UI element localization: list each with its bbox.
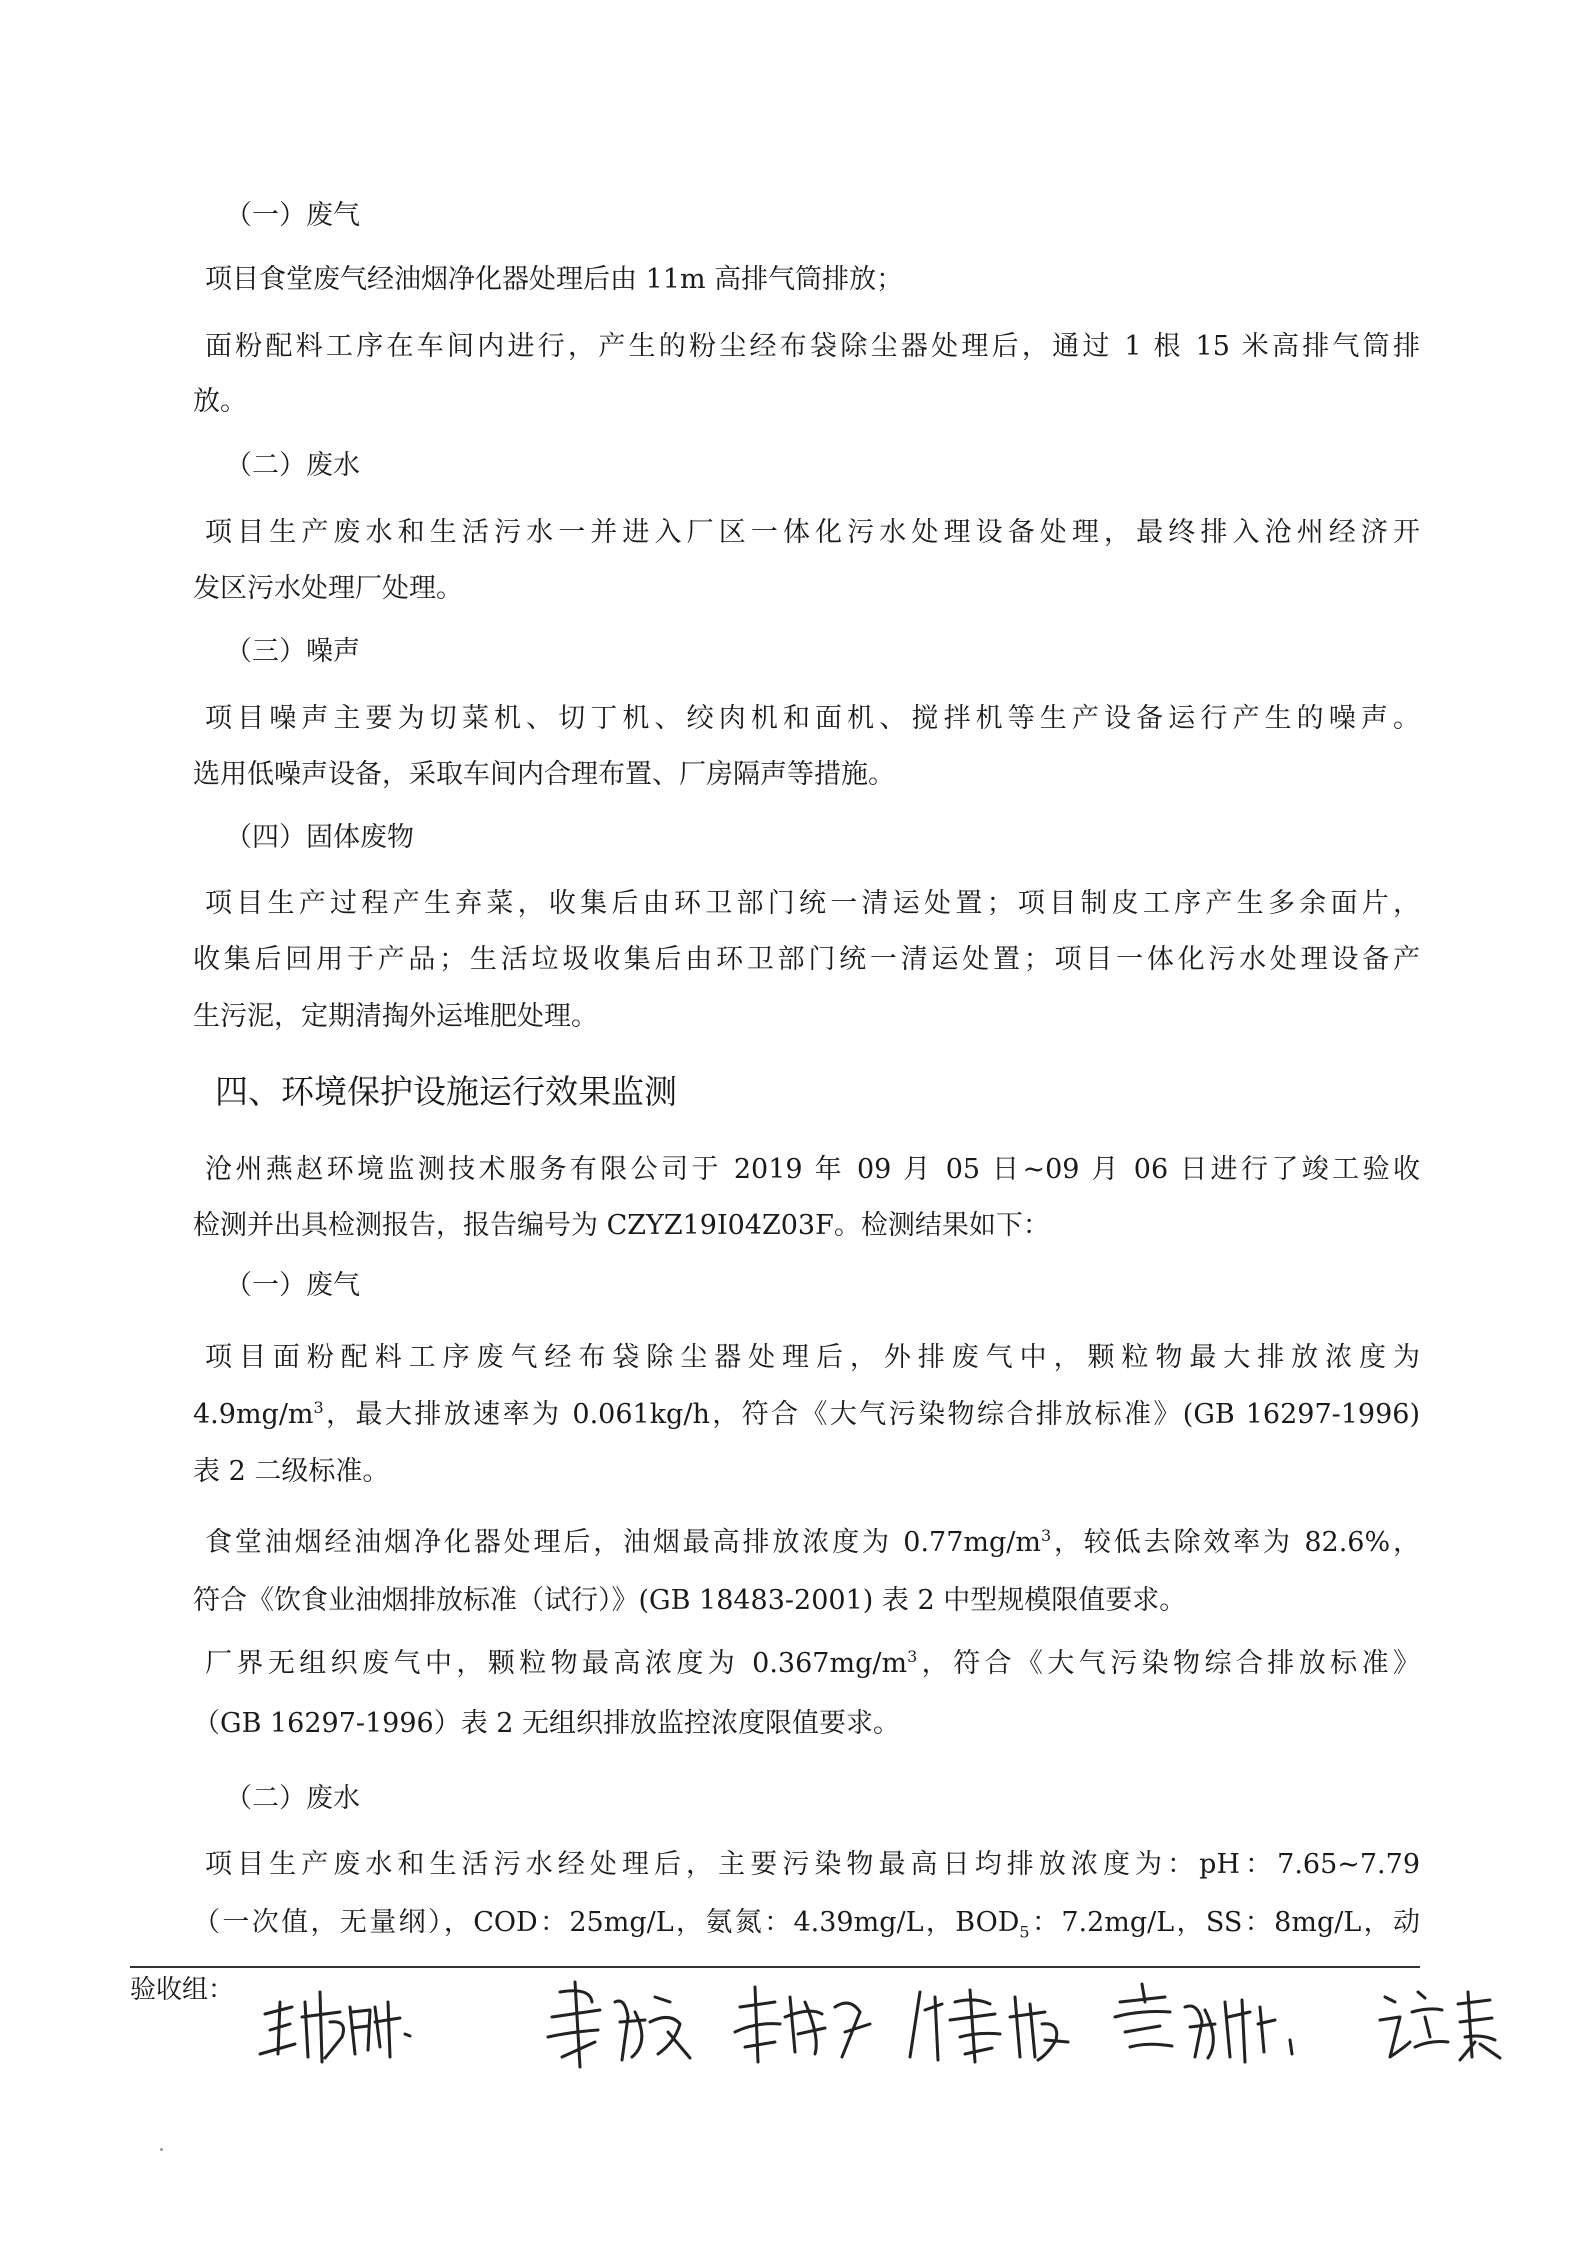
heading-noise: （三）噪声	[225, 636, 360, 667]
paragraph-line: 收集后回用于产品；生活垃圾收集后由环卫部门统一清运处置；项目一体化污水处理设备产	[193, 944, 1420, 975]
paragraph-line: 项目食堂废气经油烟净化器处理后由 11m 高排气筒排放；	[205, 264, 904, 295]
scan-speck	[160, 2148, 163, 2151]
paragraph-line: 发区污水处理厂处理。	[193, 573, 463, 604]
heading-solid-waste: （四）固体废物	[225, 822, 414, 853]
paragraph-line: 食堂油烟经油烟净化器处理后，油烟最高排放浓度为 $0.77mg/m^3$，较低去除效率为 82.6%，	[205, 1526, 1420, 1558]
paragraph-line: 沧州燕赵环境监测技术服务有限公司于 2019 年 09 月 05 日~09 月 06 日进行了竣工验收	[205, 1154, 1420, 1185]
heading-waste-water: （二）废水	[225, 450, 360, 481]
paragraph-line: 项目面粉配料工序废气经布袋除尘器处理后，外排废气中，颗粒物最大排放浓度为	[205, 1342, 1420, 1373]
signature-6	[1380, 1992, 1500, 2060]
paragraph-line: 生污泥，定期清掏外运堆肥处理。	[193, 1001, 598, 1032]
section-title: 四、环境保护设施运行效果监测	[215, 1072, 677, 1111]
paragraph-line: 项目生产废水和生活污水经处理后，主要污染物最高日均排放浓度为：pH：7.65~7.79	[205, 1849, 1420, 1880]
paragraph-line: $4.9mg/m^3$，最大排放速率为 0.061kg/h，符合《大气污染物综合排放标准》(GB 16297-1996)	[193, 1398, 1420, 1430]
paragraph-line: 面粉配料工序在车间内进行，产生的粉尘经布袋除尘器处理后，通过 1 根 15 米高排气筒排	[205, 331, 1420, 362]
handwritten-signatures	[230, 1962, 1570, 2072]
paragraph-line: 项目噪声主要为切菜机、切丁机、绞肉机和面机、搅拌机等生产设备运行产生的噪声。	[205, 703, 1420, 734]
signature-5	[1115, 1984, 1292, 2062]
heading-waste-water-results: （二）废水	[225, 1783, 360, 1814]
signature-1	[260, 1992, 410, 2062]
heading-waste-gas: （一）废气	[225, 200, 360, 231]
paragraph-line: 选用低噪声设备，采取车间内合理布置、厂房隔声等措施。	[193, 759, 895, 790]
paragraph-line: （GB 16297-1996）表 2 无组织排放监控浓度限值要求。	[193, 1708, 901, 1739]
paragraph-line: 符合《饮食业油烟排放标准（试行）》(GB 18483-2001) 表 2 中型规模限值要求。	[193, 1585, 1187, 1616]
signature-3	[735, 1987, 870, 2062]
signature-4	[910, 1990, 1068, 2062]
paragraph-line: 放。	[193, 386, 247, 417]
paragraph-line: （一次值，无量纲），COD：25mg/L，氨氮：4.39mg/L，$BOD_5$：7.2mg/L，SS：8mg/L，动	[193, 1907, 1420, 1942]
acceptance-group-label: 验收组：	[130, 1975, 235, 2005]
heading-waste-gas-results: （一）废气	[225, 1270, 360, 1301]
paragraph-line: 检测并出具检测报告，报告编号为 CZYZ19I04Z03F。检测结果如下：	[193, 1210, 1050, 1241]
paragraph-line: 项目生产过程产生弃菜，收集后由环卫部门统一清运处置；项目制皮工序产生多余面片，	[205, 888, 1420, 919]
paragraph-line: 项目生产废水和生活污水一并进入厂区一体化污水处理设备处理，最终排入沧州经济开	[205, 517, 1420, 548]
signature-2	[548, 1982, 690, 2067]
paragraph-line: 厂界无组织废气中，颗粒物最高浓度为 $0.367mg/m^3$，符合《大气污染物综合排放标准》	[205, 1647, 1420, 1679]
paragraph-line: 表 2 二级标准。	[193, 1456, 390, 1487]
